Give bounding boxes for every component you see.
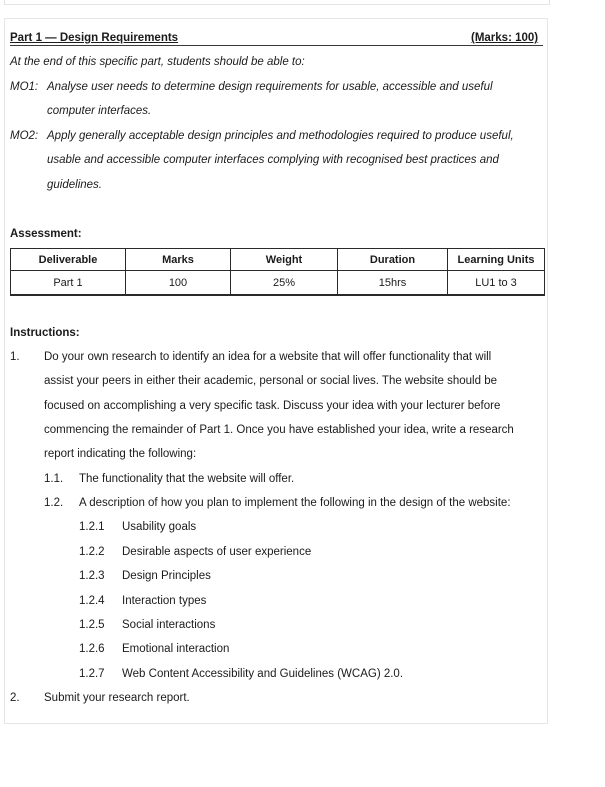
item-2-text: Submit your research report. <box>44 692 190 704</box>
sub-item-text: The functionality that the website will offer. <box>79 473 295 485</box>
subsub-item-text: Social interactions <box>122 619 216 631</box>
item-1-line: commencing the remainder of Part 1. Once you have established your idea, write a research <box>44 424 514 436</box>
subsub-item-number: 1.2.6 <box>79 643 105 655</box>
col-deliverable: Deliverable <box>11 249 126 271</box>
subsub-item-number: 1.2.3 <box>79 570 105 582</box>
mo2-line-1: Apply generally acceptable design principles and methodologies required to produce useful, <box>47 130 514 142</box>
item-1-number: 1. <box>10 351 20 363</box>
item-2-number: 2. <box>10 692 20 704</box>
subsub-item-text: Interaction types <box>122 595 207 607</box>
mo2-line-3: guidelines. <box>47 179 102 191</box>
item-1-line: assist your peers in either their academic, personal or social lives. The website should be <box>44 375 497 387</box>
sub-item-text: A description of how you plan to implement the following in the design of the website: <box>79 497 511 509</box>
subsub-item-number: 1.2.5 <box>79 619 105 631</box>
subsub-item-number: 1.2.1 <box>79 521 105 533</box>
subsub-item-text: Web Content Accessibility and Guidelines (WCAG) 2.0. <box>122 668 404 680</box>
mo1-line-2: computer interfaces. <box>47 105 152 117</box>
instructions-heading: Instructions: <box>10 327 80 339</box>
table-row <box>11 271 545 296</box>
section-title: Part 1 — Design Requirements <box>10 32 179 44</box>
cell-learning-units: LU1 to 3 <box>448 271 545 296</box>
col-marks: Marks <box>126 249 231 271</box>
col-learning-units: Learning Units <box>448 249 545 271</box>
mo2-label: MO2: <box>10 130 39 142</box>
cell-marks: 100 <box>126 271 231 296</box>
item-1-line: report indicating the following: <box>44 448 197 460</box>
col-weight: Weight <box>231 249 338 271</box>
sub-item-number: 1.1. <box>44 473 64 485</box>
item-1-line: Do your own research to identify an idea for a website that will offer functionality that will <box>44 351 492 363</box>
intro-text: At the end of this specific part, students should be able to: <box>10 56 305 68</box>
title-underline <box>10 45 543 46</box>
subsub-item-text: Emotional interaction <box>122 643 230 655</box>
subsub-item-text: Design Principles <box>122 570 211 582</box>
cell-deliverable: Part 1 <box>11 271 126 296</box>
cell-weight: 25% <box>231 271 338 296</box>
sub-item-number: 1.2. <box>44 497 64 509</box>
section-marks: (Marks: 100) <box>471 32 539 44</box>
assessment-heading: Assessment: <box>10 228 82 240</box>
subsub-item-text: Usability goals <box>122 521 197 533</box>
col-duration: Duration <box>338 249 448 271</box>
mo2-line-2: usable and accessible computer interfaces complying with recognised best practices and <box>47 154 499 166</box>
subsub-item-number: 1.2.4 <box>79 595 105 607</box>
subsub-item-number: 1.2.2 <box>79 546 105 558</box>
subsub-item-number: 1.2.7 <box>79 668 105 680</box>
mo1-line-1: Analyse user needs to determine design requirements for usable, accessible and useful <box>47 81 493 93</box>
mo1-label: MO1: <box>10 81 39 93</box>
table-header-row <box>11 249 545 271</box>
subsub-item-text: Desirable aspects of user experience <box>122 546 312 558</box>
assessment-table <box>10 248 545 296</box>
cell-duration: 15hrs <box>338 271 448 296</box>
item-1-line: focused on accomplishing a very specific task. Discuss your idea with your lecturer before <box>44 400 501 412</box>
previous-page-edge <box>4 0 550 5</box>
